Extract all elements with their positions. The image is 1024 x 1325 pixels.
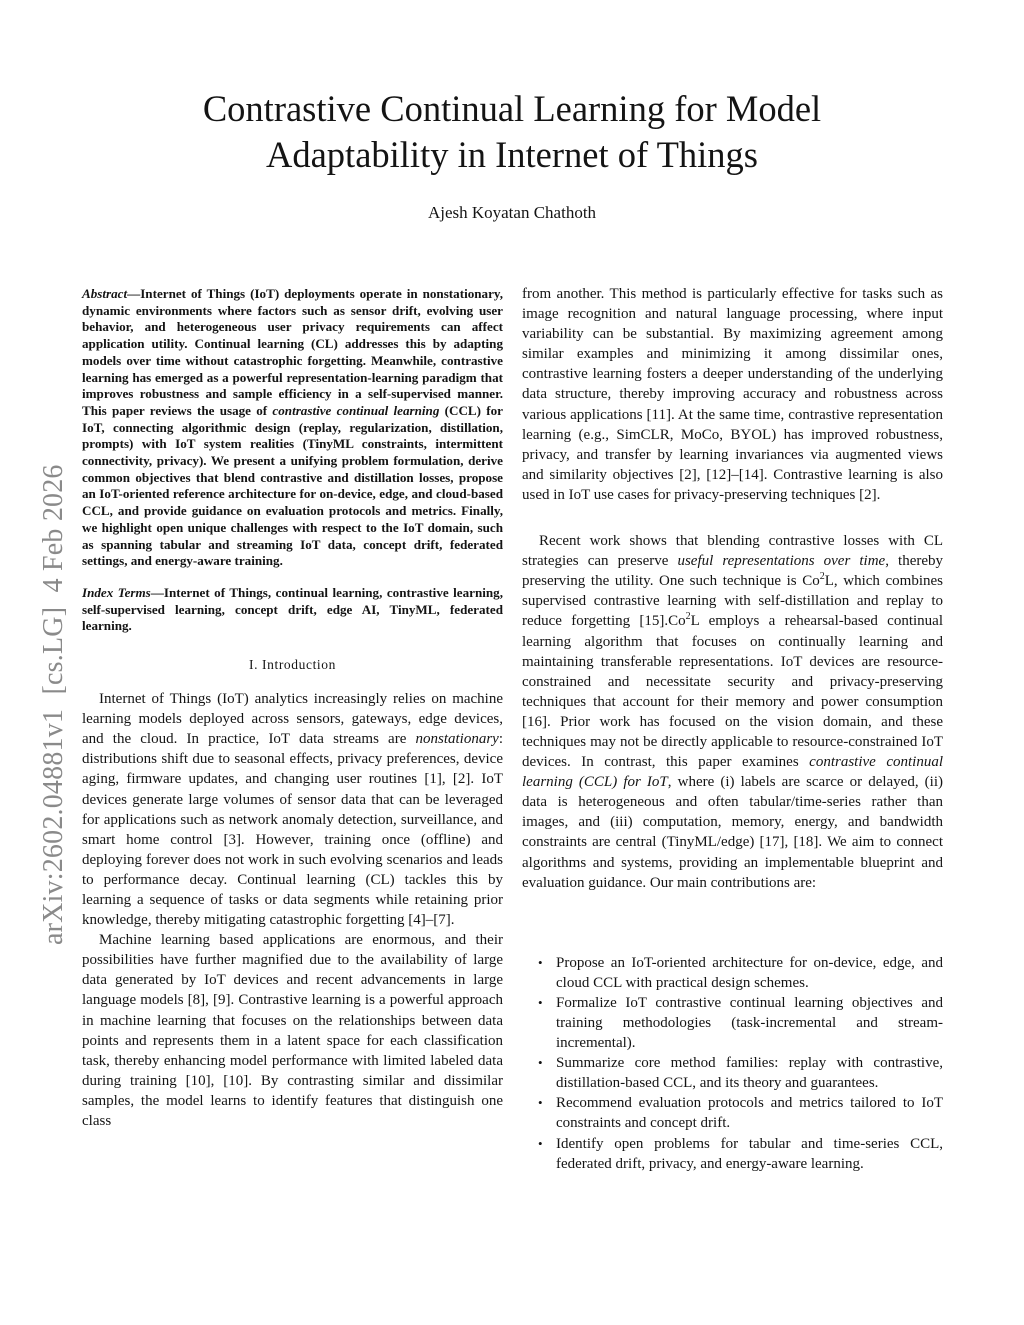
contribution-text: Summarize core method families: replay with contrastive, distillation-based CCL, and its theory and guarantees. bbox=[556, 1055, 943, 1092]
intro-p4-text-d: L employs a rehearsal-based continual learning algorithm that focuses on continually learning and maintaining transferable representations. IoT devices are resource-constrained and necessitate security and privacy-preserving techniques that account for their memory and power consumption [16]. Prior work has focused on the vision domain, and these techniques may not be directly applicable to resource-constrained IoT devices. In contrast, this paper examines bbox=[522, 613, 944, 771]
intro-p1-emphasis: nonstationary bbox=[415, 731, 499, 748]
superscript-2: 2 bbox=[819, 571, 825, 583]
bullet-icon: • bbox=[538, 954, 543, 970]
index-terms-text: —Internet of Things, continual learning, contrastive learning, self-supervised learning, concept drift, edge AI, TinyML, federated learning. bbox=[82, 584, 503, 634]
contributions-list bbox=[522, 953, 943, 1174]
index-terms bbox=[82, 585, 503, 635]
abstract-emphasis: contrastive continual learning bbox=[272, 402, 440, 418]
bullet-icon: • bbox=[538, 994, 543, 1010]
superscript-2: 2 bbox=[685, 611, 691, 623]
intro-p4-text-c: L, which combines supervised contrastive learning with self-distillation and replay to reduce forgetting [15].Co bbox=[522, 573, 943, 630]
bullet-icon: • bbox=[538, 1095, 543, 1111]
intro-paragraph-2: Machine learning based applications are enormous, and their possibilities have further magnified due to the availability of large data generated by IoT devices and recent advancements in large language models [8], [9]. Contrastive learning is a powerful approach in machine learning that focuses on the relationships between data points and represents them in a latent space for each classification task, thereby enhancing model performance with limited labeled data during training [10], [10]. By contrasting similar and dissimilar samples, the model learns to identify features that distinguish one class bbox=[82, 932, 503, 1130]
intro-p4-text-a: Recent work shows that blending contrastive losses with CL strategies can preserve bbox=[522, 533, 943, 570]
intro-p1-text-a: Internet of Things (IoT) analytics increasingly relies on machine learning models deployed across sensors, gateways, edge devices, and the cloud. In practice, IoT data streams are bbox=[82, 691, 503, 748]
paper-title: Contrastive Continual Learning for Model Adaptability in Internet of Things bbox=[202, 88, 822, 175]
contribution-text: Identify open problems for tabular and time-series CCL, federated drift, privacy, and energy-aware learning. bbox=[556, 1135, 943, 1172]
list-item bbox=[522, 953, 943, 993]
list-item bbox=[522, 1134, 943, 1174]
intro-p1-text-b: : distributions shift due to seasonal effects, privacy preferences, device aging, firmware updates, and changing user routines [1], [2]. IoT devices generate large volumes of sensor data that can be leveraged for applications such as network anomaly detection, surveillance, and smart home control [3]. However, training once (offline) and deploying forever does not work in such evolving scenarios and leads to performance decay. Continual learning (CL) tackles this by learning a sequence of tasks or data segments while retaining prior knowledge, thereby mitigating catastrophic forgetting [4]–[7]. bbox=[82, 731, 503, 929]
bullet-icon: • bbox=[538, 1135, 543, 1151]
left-column bbox=[82, 286, 503, 1131]
abstract-text-b: (CCL) for IoT, connecting algorithmic design (replay, regularization, distillation, prompts) with IoT system realities (TinyML constraints, intermittent connectivity, privacy). We present a unifying problem formulation, derive common objectives that blend contrastive and distillation losses, propose an IoT-oriented reference architecture for on-device, edge, and cloud-based CCL, and provide guidance on evaluation protocols and metrics. Finally, we highlight open unique challenges with respect to the IoT domain, such as spanning tabular and streaming IoT data, concept drift, federated settings, and energy-aware training. bbox=[82, 402, 503, 569]
list-item bbox=[522, 1093, 943, 1133]
section-heading-introduction: I. Introduction bbox=[249, 657, 336, 673]
contribution-text: Recommend evaluation protocols and metrics tailored to IoT constraints and concept drift. bbox=[556, 1095, 943, 1132]
abstract bbox=[82, 286, 503, 570]
list-item bbox=[522, 1053, 943, 1093]
intro-p4-emphasis-2: contrastive continual learning (CCL) for IoT bbox=[522, 754, 943, 791]
intro-p4-text-b: , thereby preserving the utility. One such technique is Co bbox=[522, 553, 943, 590]
intro-p4-emphasis-1: useful representations over time bbox=[677, 553, 886, 570]
contribution-text: Propose an IoT-oriented architecture for on-device, edge, and cloud CCL with practical design schemes. bbox=[556, 954, 943, 991]
arxiv-identifier: arXiv:2602.04881v1 [cs.LG] 4 Feb 2026 bbox=[38, 464, 69, 945]
index-terms-label: Index Terms bbox=[82, 584, 151, 600]
abstract-text-a: —Internet of Things (IoT) deployments operate in nonstationary, dynamic environments where factors such as sensor drift, evolving user behavior, and heterogeneous user privacy requirements can affect application utility. Continual learning (CL) addresses this by adapting models over time without catastrophic forgetting. Meanwhile, contrastive learning has emerged as a powerful representation-learning paradigm that improves robustness and sample efficiency in a self-supervised manner. This paper reviews the usage of bbox=[82, 286, 503, 418]
list-item bbox=[522, 993, 943, 1053]
intro-paragraph-3: from another. This method is particularly effective for tasks such as image recognition and natural language processing, where input variability can be substantial. By maximizing agreement among similar examples and minimizing it among dissimilar ones, contrastive learning fosters a deeper understanding of the underlying data structure, thereby improving accuracy and robustness across various applications [11]. At the same time, contrastive representation learning (e.g., SimCLR, MoCo, BYOL) has improved robustness, privacy, and transfer by learning invariances via augmented views and similarity objectives [2], [12]–[14]. Contrastive learning is also used in IoT use cases for privacy-preserving techniques [2]. bbox=[522, 286, 943, 503]
right-column bbox=[522, 284, 943, 1174]
author-name: Ajesh Koyatan Chathoth bbox=[427, 203, 597, 222]
abstract-label: Abstract bbox=[82, 286, 128, 301]
intro-p4-text-e: , where (i) labels are scarce or delayed, (ii) data is heterogeneous and often tabular/time-series rather than images, and (iii) computation, memory, energy, and bandwidth constraints are central (TinyML/edge) [17], [18]. We aim to connect algorithms and systems, providing an implementable blueprint and evaluation guidance. Our main contributions are: bbox=[522, 774, 943, 891]
contribution-text: Formalize IoT contrastive continual learning objectives and training methodologies (task-incremental and stream-incremental). bbox=[556, 994, 943, 1052]
intro-paragraph-4 bbox=[522, 531, 943, 893]
bullet-icon: • bbox=[538, 1055, 543, 1071]
intro-paragraph-1 bbox=[82, 689, 503, 930]
